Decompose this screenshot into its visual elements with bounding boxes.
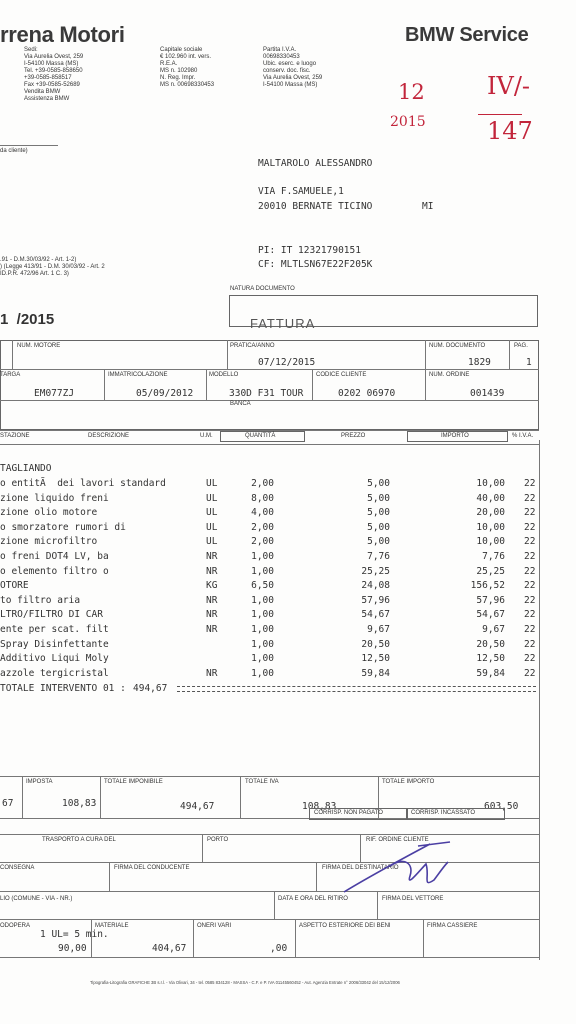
sede-block [24, 47, 144, 103]
handwritten-number: 147 [487, 117, 533, 145]
row-amount: 156,52 [470, 580, 505, 592]
unit-note: 1 UL= 5 min. [40, 929, 109, 940]
totale-importo-value: 603,50 [484, 801, 519, 812]
row-iva: 22 [524, 492, 536, 504]
immatr-label: IMMATRICOLAZIONE [108, 372, 168, 378]
row-description: zione liquido freni [0, 492, 109, 504]
legal-line: ) (Legge 413/91 - D.M. 30/03/92 - Art. 2 [0, 264, 105, 270]
row-iva: 22 [524, 624, 536, 635]
customer-street: VIA F.SAMUELE,1 [258, 186, 344, 197]
row-amount: 54,67 [476, 609, 505, 621]
legal-notes [0, 257, 150, 278]
legal-line: .91 - D.M.30/03/92 - Art. 1-2) [0, 257, 77, 263]
firma-vettore-label: FIRMA DEL VETTORE [382, 896, 444, 902]
total-rule [177, 686, 536, 692]
totale-iva-value: 108,83 [302, 801, 337, 812]
tax-rate-value: 67 [2, 798, 14, 809]
row-quantity: 8,00 [251, 492, 274, 504]
sede-line: Via Aurelia Ovest, 259 [24, 54, 84, 60]
row-amount: 59,84 [476, 667, 505, 679]
row-amount: 7,76 [482, 551, 505, 562]
imponibile-label: TOTALE IMPONIBILE [104, 779, 163, 785]
printer-footer: Tipografia-Litografia GRAFICHE 3B s.r.l. - Via Olivari, 34 - tel. 0585 834128 - MASSA - C.F. e P. IVA 01145560452 - Aut. Agenzia Entrate n° 2006/33042 del 15/12/2006 [90, 980, 400, 985]
sede-line: I-54100 Massa (MS) [24, 61, 79, 67]
row-description: zione microfiltro [0, 536, 98, 548]
row-iva: 22 [524, 521, 536, 533]
pag-label: PAG. [514, 343, 528, 349]
row-price: 5,00 [367, 507, 390, 519]
piva-line: I-54100 Massa (MS) [263, 82, 318, 88]
row-quantity: 1,00 [251, 653, 274, 665]
row-quantity: 1,00 [251, 624, 274, 635]
materiale-value: 404,67 [152, 943, 187, 954]
row-description: o smorzatore rumori di [0, 521, 126, 533]
row-price: 59,84 [361, 667, 390, 679]
row-description: zione olio motore [0, 507, 98, 519]
row-um: UL [206, 521, 218, 533]
corrisp-incassato: CORRISP. INCASSATO [411, 810, 476, 816]
company-name: rrena Motori [0, 22, 125, 47]
row-um: NR [206, 565, 218, 577]
row-iva: 22 [524, 580, 536, 592]
row-amount: 25,25 [476, 565, 505, 577]
row-um: NR [206, 667, 218, 679]
firma-destinatario-label: FIRMA DEL DESTINATARIO [322, 865, 399, 871]
customer-hint: da cliente) [0, 148, 28, 154]
row-um: UL [206, 507, 218, 519]
row-um: UL [206, 478, 218, 489]
totale-iva-label: TOTALE IVA [245, 779, 279, 785]
row-um: UL [206, 536, 218, 548]
row-amount: 10,00 [476, 478, 505, 489]
row-price: 25,25 [361, 565, 390, 577]
row-um: NR [206, 594, 218, 606]
handwritten-code: IV/- [487, 72, 531, 100]
piva-line: Via Aurelia Ovest, 259 [263, 75, 323, 81]
motore-label: NUM. MOTORE [17, 343, 61, 349]
manodopera-label: ODOPERA [0, 923, 31, 929]
oneri-value: ,00 [270, 943, 288, 954]
cap-line: R.E.A. [160, 61, 178, 67]
row-iva: 22 [524, 536, 536, 548]
row-description: azzole tergicristal [0, 667, 109, 679]
sede-line: Fax +39-0585-52689 [24, 82, 80, 88]
row-amount: 40,00 [476, 492, 505, 504]
row-description: Spray Disinfettante [0, 638, 109, 650]
partita-iva-block [263, 47, 363, 89]
row-description: ente per scat. filt [0, 624, 109, 635]
row-iva: 22 [524, 609, 536, 621]
document-number-value: 1829 [468, 357, 491, 368]
row-price: 24,08 [361, 580, 390, 592]
row-description: o elemento filtro o [0, 565, 109, 577]
imponibile-value: 494,67 [180, 801, 215, 812]
piva-line: conserv. doc. fisc. [263, 68, 311, 74]
customer-name: MALTAROLO ALESSANDRO [258, 158, 373, 169]
row-iva: 22 [524, 667, 536, 679]
sede-line: +39-0585-858517 [24, 75, 72, 81]
row-price: 5,00 [367, 492, 390, 504]
natura-label: NATURA DOCUMENTO [230, 286, 295, 292]
row-description: o entitÃ dei lavori standard [0, 478, 166, 489]
pratica-label: PRATICA/ANNO [230, 343, 275, 349]
sede-line: Sedi: [24, 47, 38, 53]
ordine-label: NUM. ORDINE [429, 372, 470, 378]
row-amount: 12,50 [476, 653, 505, 665]
row-quantity: 1,00 [251, 565, 274, 577]
row-description: OTORE [0, 580, 29, 592]
row-price: 54,67 [361, 609, 390, 621]
data-ritiro-label: DATA E ORA DEL RITIRO [278, 896, 348, 902]
row-amount: 10,00 [476, 521, 505, 533]
row-um: NR [206, 624, 218, 635]
info-grid [0, 340, 539, 430]
row-price: 12,50 [361, 653, 390, 665]
modello-value: 330D F31 TOUR [229, 388, 304, 399]
row-quantity: 1,00 [251, 667, 274, 679]
section-title: TAGLIANDO [0, 463, 52, 474]
col-quantita: QUANTITÀ [245, 433, 276, 439]
trasporto-label: TRASPORTO A CURA DEL [42, 837, 116, 843]
sede-line: Assistenza BMW [24, 96, 70, 102]
pratica-date: 07/12/2015 [258, 357, 316, 368]
capitale-block [160, 47, 260, 89]
cap-line: MS n. 00698330453 [160, 82, 215, 88]
corrisp-non-pagato: CORRISP. NON PAGATO [314, 810, 383, 816]
targa-value: EM077ZJ [34, 388, 75, 399]
legal-line: ID.P.R. 472/96 Art. 1 C. 3) [0, 271, 69, 277]
row-quantity: 2,00 [251, 536, 274, 548]
row-quantity: 1,00 [251, 551, 274, 562]
consegna-label: CONSEGNA [0, 865, 35, 871]
signature-scribble [330, 836, 460, 896]
row-iva: 22 [524, 565, 536, 577]
row-iva: 22 [524, 478, 536, 489]
piva-line: 00698330453 [263, 54, 300, 60]
customer-province: MI [422, 201, 434, 212]
row-um: NR [206, 551, 218, 562]
row-amount: 9,67 [482, 624, 505, 635]
totale-importo-label: TOTALE IMPORTO [382, 779, 435, 785]
manodopera-value: 90,00 [58, 943, 87, 954]
row-amount: 20,50 [476, 638, 505, 650]
row-iva: 22 [524, 638, 536, 650]
piva-line: Partita I.V.A. [263, 47, 297, 53]
row-quantity: 2,00 [251, 521, 274, 533]
row-price: 5,00 [367, 521, 390, 533]
cap-line: N. Reg. Impr. [160, 75, 196, 81]
cap-line: MS n. 102980 [160, 68, 198, 74]
page-number: 1 [526, 357, 532, 368]
row-iva: 22 [524, 507, 536, 519]
row-iva: 22 [524, 653, 536, 665]
immatricolazione-value: 05/09/2012 [136, 388, 194, 399]
cap-line: € 102.960 int. vers. [160, 54, 212, 60]
handwritten-year: 2015 [390, 114, 426, 130]
row-price: 57,96 [361, 594, 390, 606]
bmw-service-title: BMW Service [405, 24, 529, 46]
numdoc-label: NUM. DOCUMENTO [429, 343, 486, 349]
rif-ordine-label: RIF. ORDINE CLIENTE [366, 837, 429, 843]
row-amount: 10,00 [476, 536, 505, 548]
col-stazione: STAZIONE [0, 433, 30, 439]
customer-city: 20010 BERNATE TICINO [258, 201, 373, 212]
firma-cassiere-label: FIRMA CASSIERE [427, 923, 478, 929]
total-intervento-label: TOTALE INTERVENTO 01 : [0, 683, 126, 694]
materiale-label: MATERIALE [95, 923, 129, 929]
modello-label: MODELLO [209, 372, 239, 378]
oneri-label: ONERI VARI [197, 923, 232, 929]
total-intervento-value: 494,67 [133, 683, 168, 694]
cap-line: Capitale sociale [160, 47, 203, 53]
row-quantity: 1,00 [251, 609, 274, 621]
codcli-label: CODICE CLIENTE [316, 372, 367, 378]
row-um: NR [206, 609, 218, 621]
row-quantity: 4,00 [251, 507, 274, 519]
imposta-label: IMPOSTA [26, 779, 53, 785]
row-price: 5,00 [367, 536, 390, 548]
aspetto-label: ASPETTO ESTERIORE DEI BENI [299, 923, 391, 929]
customer-tax-code: CF: MLTLSN67E22F205K [258, 259, 373, 270]
row-quantity: 2,00 [251, 478, 274, 489]
row-quantity: 1,00 [251, 594, 274, 606]
banca-label: BANCA [230, 401, 251, 407]
col-prezzo: PREZZO [341, 433, 366, 439]
col-descrizione: DESCRIZIONE [88, 433, 130, 439]
col-um: U.M. [200, 433, 213, 439]
sede-line: Tel. +39-0585-858650 [24, 68, 83, 74]
row-um: KG [206, 580, 218, 592]
row-quantity: 1,00 [251, 638, 274, 650]
row-amount: 57,96 [476, 594, 505, 606]
targa-label: TARGA [0, 372, 21, 378]
row-price: 7,76 [367, 551, 390, 562]
domicilio-label: LIO (COMUNE - VIA - NR.) [0, 896, 73, 902]
row-description: o freni DOT4 LV, ba [0, 551, 109, 562]
document-type: FATTURA [250, 316, 316, 331]
row-amount: 20,00 [476, 507, 505, 519]
codice-cliente-value: 0202 06970 [338, 388, 396, 399]
porto-label: PORTO [207, 837, 229, 843]
row-description: Additivo Liqui Moly [0, 653, 109, 665]
row-price: 20,50 [361, 638, 390, 650]
sede-line: Vendita BMW [24, 89, 61, 95]
row-iva: 22 [524, 594, 536, 606]
handwritten-month: 12 [398, 80, 425, 104]
imposta-value: 108,83 [62, 798, 97, 809]
firma-conducente-label: FIRMA DEL CONDUCENTE [114, 865, 190, 871]
row-iva: 22 [524, 551, 536, 562]
row-price: 9,67 [367, 624, 390, 635]
row-price: 5,00 [367, 478, 390, 489]
piva-line: Ubic. eserc. e luogo [263, 61, 317, 67]
col-importo: IMPORTO [441, 433, 469, 439]
document-number: 1 /2015 [0, 311, 55, 328]
row-um: UL [206, 492, 218, 504]
row-description: to filtro aria [0, 594, 81, 606]
customer-vat: PI: IT 12321790151 [258, 245, 361, 256]
row-quantity: 6,50 [251, 580, 274, 592]
row-description: LTRO/FILTRO DI CAR [0, 609, 103, 621]
col-iva: % I.V.A. [512, 433, 534, 439]
ordine-value: 001439 [470, 388, 505, 399]
